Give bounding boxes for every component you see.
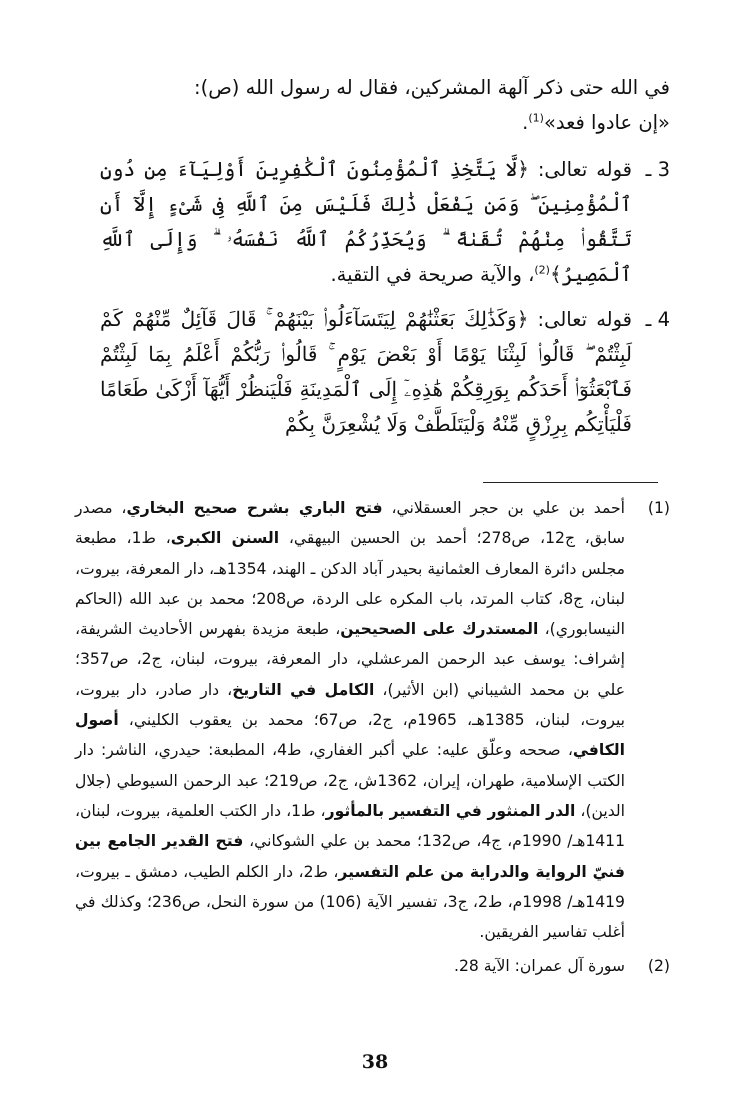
- footnote-segment: ، ط2، دار الكلم الطيب، دمشق ـ بيروت، 1419هـ/ 1998م، ط2، ج3، تفسير الآية (106) من سورة النحل، ص236؛ وكذلك في أغلب تفاسير الفريقين.: [75, 862, 625, 942]
- list-item-3: [100, 152, 670, 292]
- quran-verse: ﴿وَكَذَٰلِكَ بَعَثْنَٰهُمْ لِيَتَسَآءَلُوا۟ بَيْنَهُمْ ۚ قَالَ قَآئِلٌ مِّنْهُمْ كَمْ لَبِثْتُمْ ۖ قَالُوا۟ لَبِثْنَا يَوْمًا أَوْ بَعْضَ يَوْمٍ ۚ قَالُوا۟ رَبُّكُمْ أَعْلَمُ بِمَا لَبِثْتُمْ فَٱبْعَثُوٓا۟ أَحَدَكُم بِوَرِقِكُمْ هَٰذِهِۦٓ إِلَى ٱلْمَدِينَةِ فَلْيَنظُرْ أَيُّهَآ أَزْكَىٰ طَعَامًا فَلْيَأْتِكُم بِرِزْقٍ مِّنْهُ وَلْيَتَلَطَّفْ وَلَا يُشْعِرَنَّ بِكُمْ: [100, 307, 632, 436]
- footnote-1: [75, 493, 670, 947]
- footnote-ref-1[interactable]: (1): [528, 111, 544, 125]
- book-title: فتح القدير الجامع بين فنيّ الرواية والدراية من علم التفسير: [75, 832, 625, 881]
- footnote-segment: ، ط1، دار الكتب العلمية، بيروت، لبنان، 1411هـ/ 1990م، ج4، ص132؛ محمد بن علي الشوكاني،: [75, 801, 625, 851]
- footnote-segment: ، دار صادر، دار بيروت، بيروت، لبنان، 1385هـ، 1965م، ج2، ص67؛ محمد بن يعقوب الكليني،: [75, 680, 625, 730]
- item-tail: ، والآية صريحة في التقية.: [330, 263, 535, 286]
- page-number: 38: [361, 1051, 389, 1073]
- footnote-text: [75, 951, 625, 981]
- footnote-segment: ، صححه وعلّق عليه: علي أكبر الغفاري، ط4، المطبعة: حيدري، الناشر: دار الكتب الإسلامية، طهران، إيران، 1362ش، ج2، ص219؛ عبد الرحمن السيوطي (جلال الدين)،: [75, 741, 626, 820]
- item-body: [100, 152, 632, 292]
- footnote-number: (1): [647, 499, 670, 517]
- book-title: السنن الكبرى: [170, 529, 280, 548]
- quran-verse: ﴿لَّا يَتَّخِذِ ٱلْمُؤْمِنُونَ ٱلْكَٰفِرِينَ أَوْلِيَآءَ مِن دُونِ ٱلْمُؤْمِنِينَ ۖ وَمَن يَفْعَلْ ذَٰلِكَ فَلَيْسَ مِنَ ٱللَّهِ فِى شَىْءٍ إِلَّآ أَن تَتَّقُوا۟ مِنْهُمْ تُقَىٰةً ۗ وَيُحَذِّرُكُمُ ٱللَّهُ نَفْسَهُۥ ۗ وَإِلَى ٱللَّهِ ٱلْمَصِيرُ﴾: [100, 157, 632, 286]
- book-title: المستدرك على الصحيحين: [340, 620, 539, 639]
- footnote-segment: ، مصدر سابق، ج12، ص278؛ أحمد بن الحسين البيهقي،: [75, 499, 625, 548]
- item-body: [100, 302, 632, 442]
- item-number: 3 ـ: [645, 158, 670, 181]
- book-title: الكامل في التاريخ: [232, 680, 375, 699]
- item-lead: قوله تعالى:: [528, 158, 632, 181]
- book-title: فتح الباري بشرح صحيح البخاري: [126, 499, 383, 517]
- footnote-2: [75, 951, 670, 981]
- footnote-separator: [483, 482, 658, 483]
- book-title: أصول الكافي: [75, 711, 626, 760]
- item-number: 4 ـ: [645, 308, 670, 331]
- footnote-segment: سورة آل عمران: الآية 28.: [453, 957, 625, 976]
- item-lead: قوله تعالى:: [528, 308, 633, 331]
- intro-line-2: «إن عادوا فعد»: [543, 111, 670, 134]
- intro-line-1: في الله حتى ذكر آلهة المشركين، فقال له رسول الله (ص):: [194, 76, 670, 99]
- footnote-segment: أحمد بن علي بن حجر العسقلاني،: [382, 499, 625, 517]
- footnote-segment: ، ط1، مطبعة مجلس دائرة المعارف العثمانية بحيدر آباد الدكن ـ الهند، 1354هـ، دار المعرفة، بيروت، لبنان، ج8، كتاب المرتد، باب المكره على الردة، ص208؛ محمد بن عبد الله (الحاكم النيسابوري)،: [75, 529, 625, 639]
- book-title: الدر المنثور في التفسير بالمأثور: [325, 801, 576, 820]
- footnote-segment: ، طبعة مزيدة بفهرس الأحاديث الشريفة، إشراف: يوسف عبد الرحمن المرعشلي، دار المعرفة، بيروت، لبنان، ج2، ص357؛ علي بن محمد الشيباني (ابن الأثير)،: [75, 620, 625, 699]
- intro-paragraph: في الله حتى ذكر آلهة المشركين، فقال له رسول الله (ص): «إن عادوا فعد»$^{(1)}$.: [194, 76, 670, 134]
- main-text: [100, 70, 670, 452]
- footnote-ref-2[interactable]: (2): [534, 263, 550, 277]
- footnote-text: [75, 493, 625, 947]
- list-item-4: [100, 302, 670, 442]
- footnotes: [75, 493, 670, 986]
- footnote-number: (2): [647, 957, 670, 976]
